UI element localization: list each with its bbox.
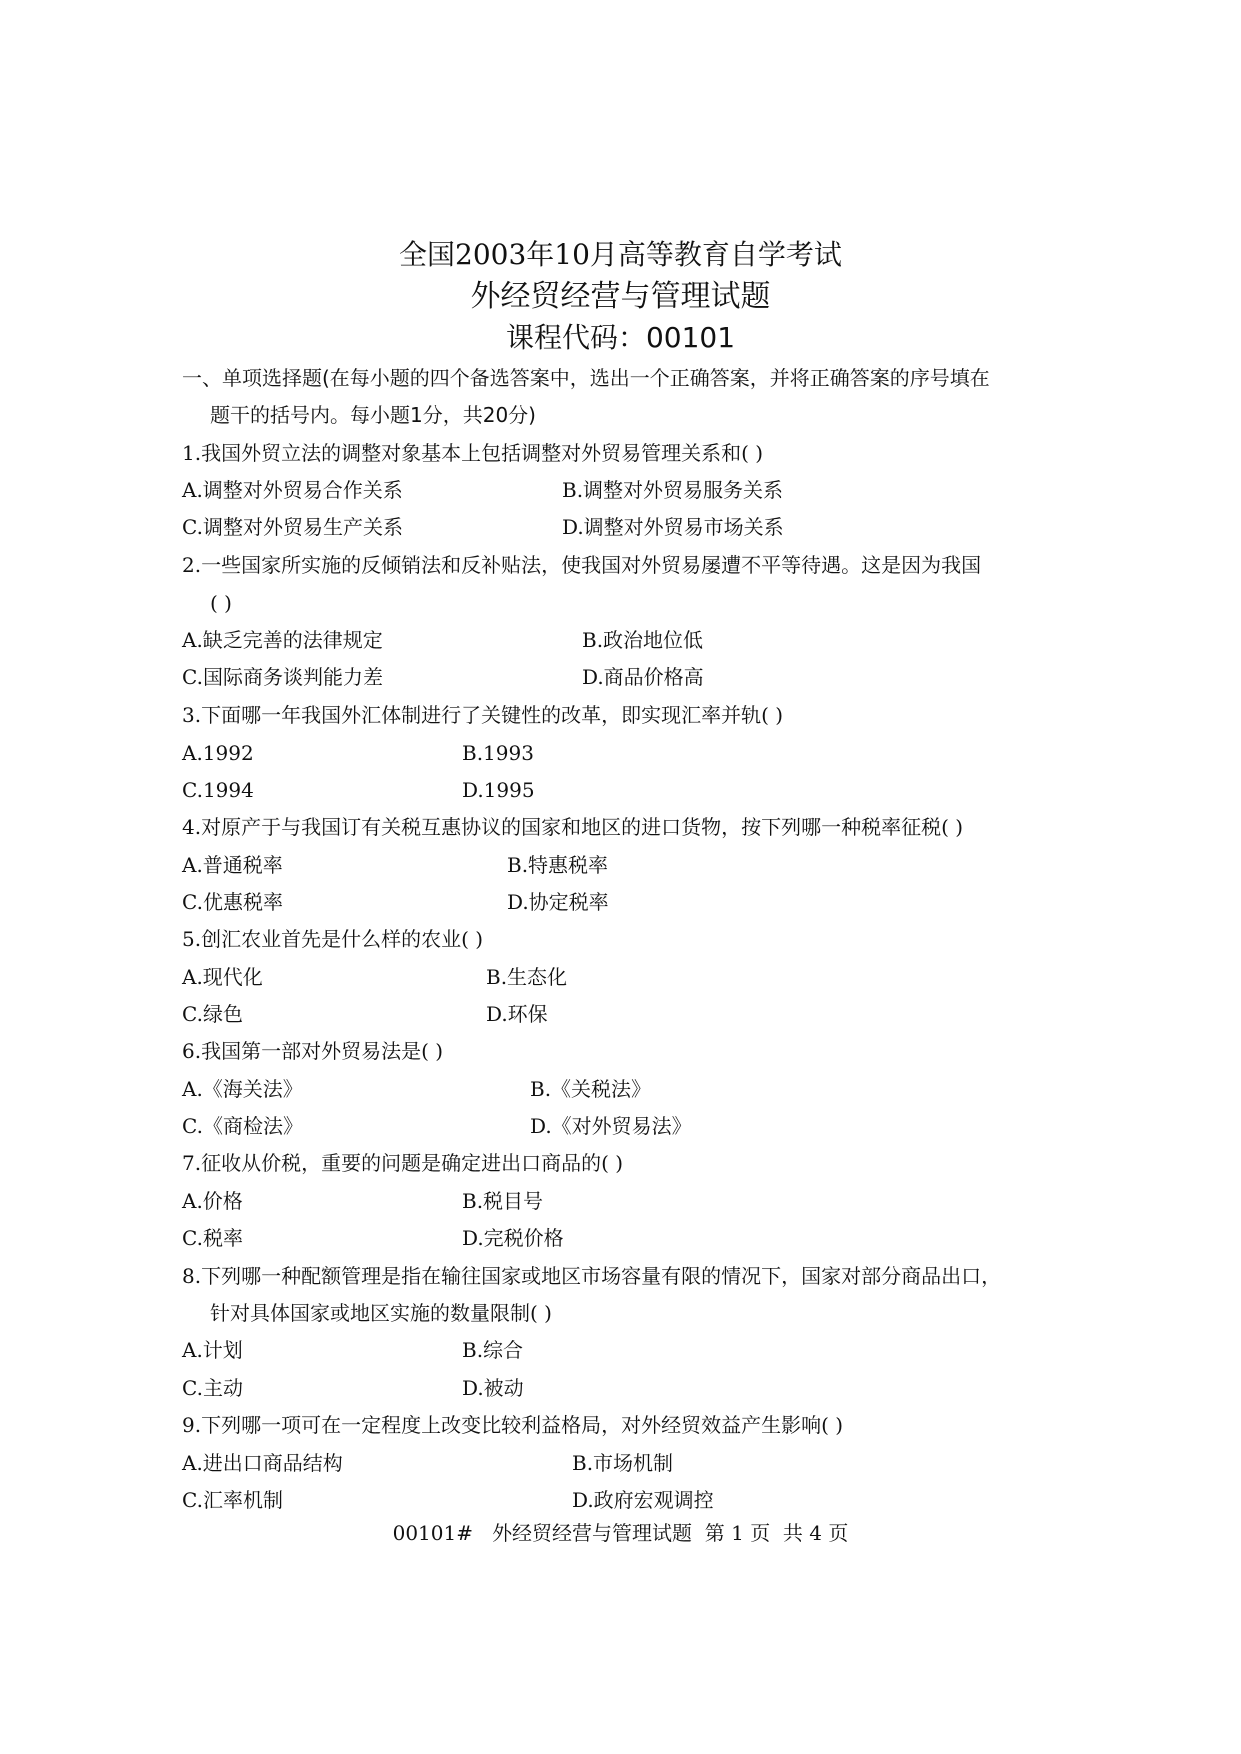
option-d: D.《对外贸易法》 [530,1114,692,1138]
option-d: D.调整对外贸易市场关系 [562,515,784,539]
option-d: D.1995 [462,778,535,802]
option-a: A.进出口商品结构 [182,1451,343,1475]
option-d: D.环保 [486,1002,548,1026]
option-c: C.绿色 [182,1002,243,1026]
option-b: B.特惠税率 [507,853,609,877]
section-heading: 一、单项选择题(在每小题的四个备选答案中，选出一个正确答案，并将正确答案的序号填在 [182,366,990,390]
option-a: A.调整对外贸易合作关系 [182,478,403,502]
section-heading-cont: 题干的括号内。每小题1分，共20分) [210,403,536,427]
exam-title: 全国2003年10月高等教育自学考试 [399,238,842,271]
question-stem: 2.一些国家所实施的反倾销法和反补贴法，使我国对外贸易屡遭不平等待遇。这是因为我国 [182,553,982,577]
option-a: A.1992 [182,741,254,765]
question-stem: 8.下列哪一种配额管理是指在输往国家或地区市场容量有限的情况下，国家对部分商品出口， [182,1264,1002,1288]
question-stem: 9.下列哪一项可在一定程度上改变比较利益格局，对外经贸效益产生影响( ) [182,1413,844,1437]
option-a: A.计划 [182,1338,243,1362]
option-c: C.主动 [182,1376,243,1400]
question-stem: 1.我国外贸立法的调整对象基本上包括调整对外贸易管理关系和( ) [182,441,764,465]
option-b: B.1993 [462,741,534,765]
option-b: B.调整对外贸易服务关系 [562,478,784,502]
option-a: A.现代化 [182,965,263,989]
option-d: D.被动 [462,1376,524,1400]
option-d: D.完税价格 [462,1226,564,1250]
option-b: B.综合 [462,1338,524,1362]
subject-title: 外经贸经营与管理试题 [470,279,771,314]
option-d: D.政府宏观调控 [572,1488,714,1512]
option-c: C.1994 [182,778,254,802]
question-stem-cont: ( ) [210,591,232,615]
course-code: 课程代码：00101 [505,321,736,354]
option-d: D.协定税率 [507,890,609,914]
question-stem: 6.我国第一部对外贸易法是( ) [182,1039,444,1063]
option-a: A.普通税率 [182,853,283,877]
option-c: C.国际商务谈判能力差 [182,665,383,689]
question-stem-cont: 针对具体国家或地区实施的数量限制( ) [210,1301,552,1325]
question-stem: 4.对原产于与我国订有关税互惠协议的国家和地区的进口货物，按下列哪一种税率征税( ) [182,815,964,839]
option-c: C.汇率机制 [182,1488,283,1512]
page-footer: 00101# 外经贸经营与管理试题 第 1 页 共 4 页 [392,1521,849,1545]
question-stem: 5.创汇农业首先是什么样的农业( ) [182,927,484,951]
question-stem: 3.下面哪一年我国外汇体制进行了关键性的改革，即实现汇率并轨( ) [182,703,784,727]
option-a: A.《海关法》 [182,1077,303,1101]
option-c: C.税率 [182,1226,243,1250]
option-c: C.《商检法》 [182,1114,303,1138]
option-c: C.优惠税率 [182,890,283,914]
option-b: B.市场机制 [572,1451,674,1475]
option-d: D.商品价格高 [582,665,704,689]
option-b: B.税目号 [462,1189,544,1213]
option-b: B.《关税法》 [530,1077,652,1101]
option-b: B.政治地位低 [582,628,704,652]
option-c: C.调整对外贸易生产关系 [182,515,403,539]
option-a: A.缺乏完善的法律规定 [182,628,383,652]
question-stem: 7.征收从价税，重要的问题是确定进出口商品的( ) [182,1151,624,1175]
option-a: A.价格 [182,1189,243,1213]
option-b: B.生态化 [486,965,568,989]
